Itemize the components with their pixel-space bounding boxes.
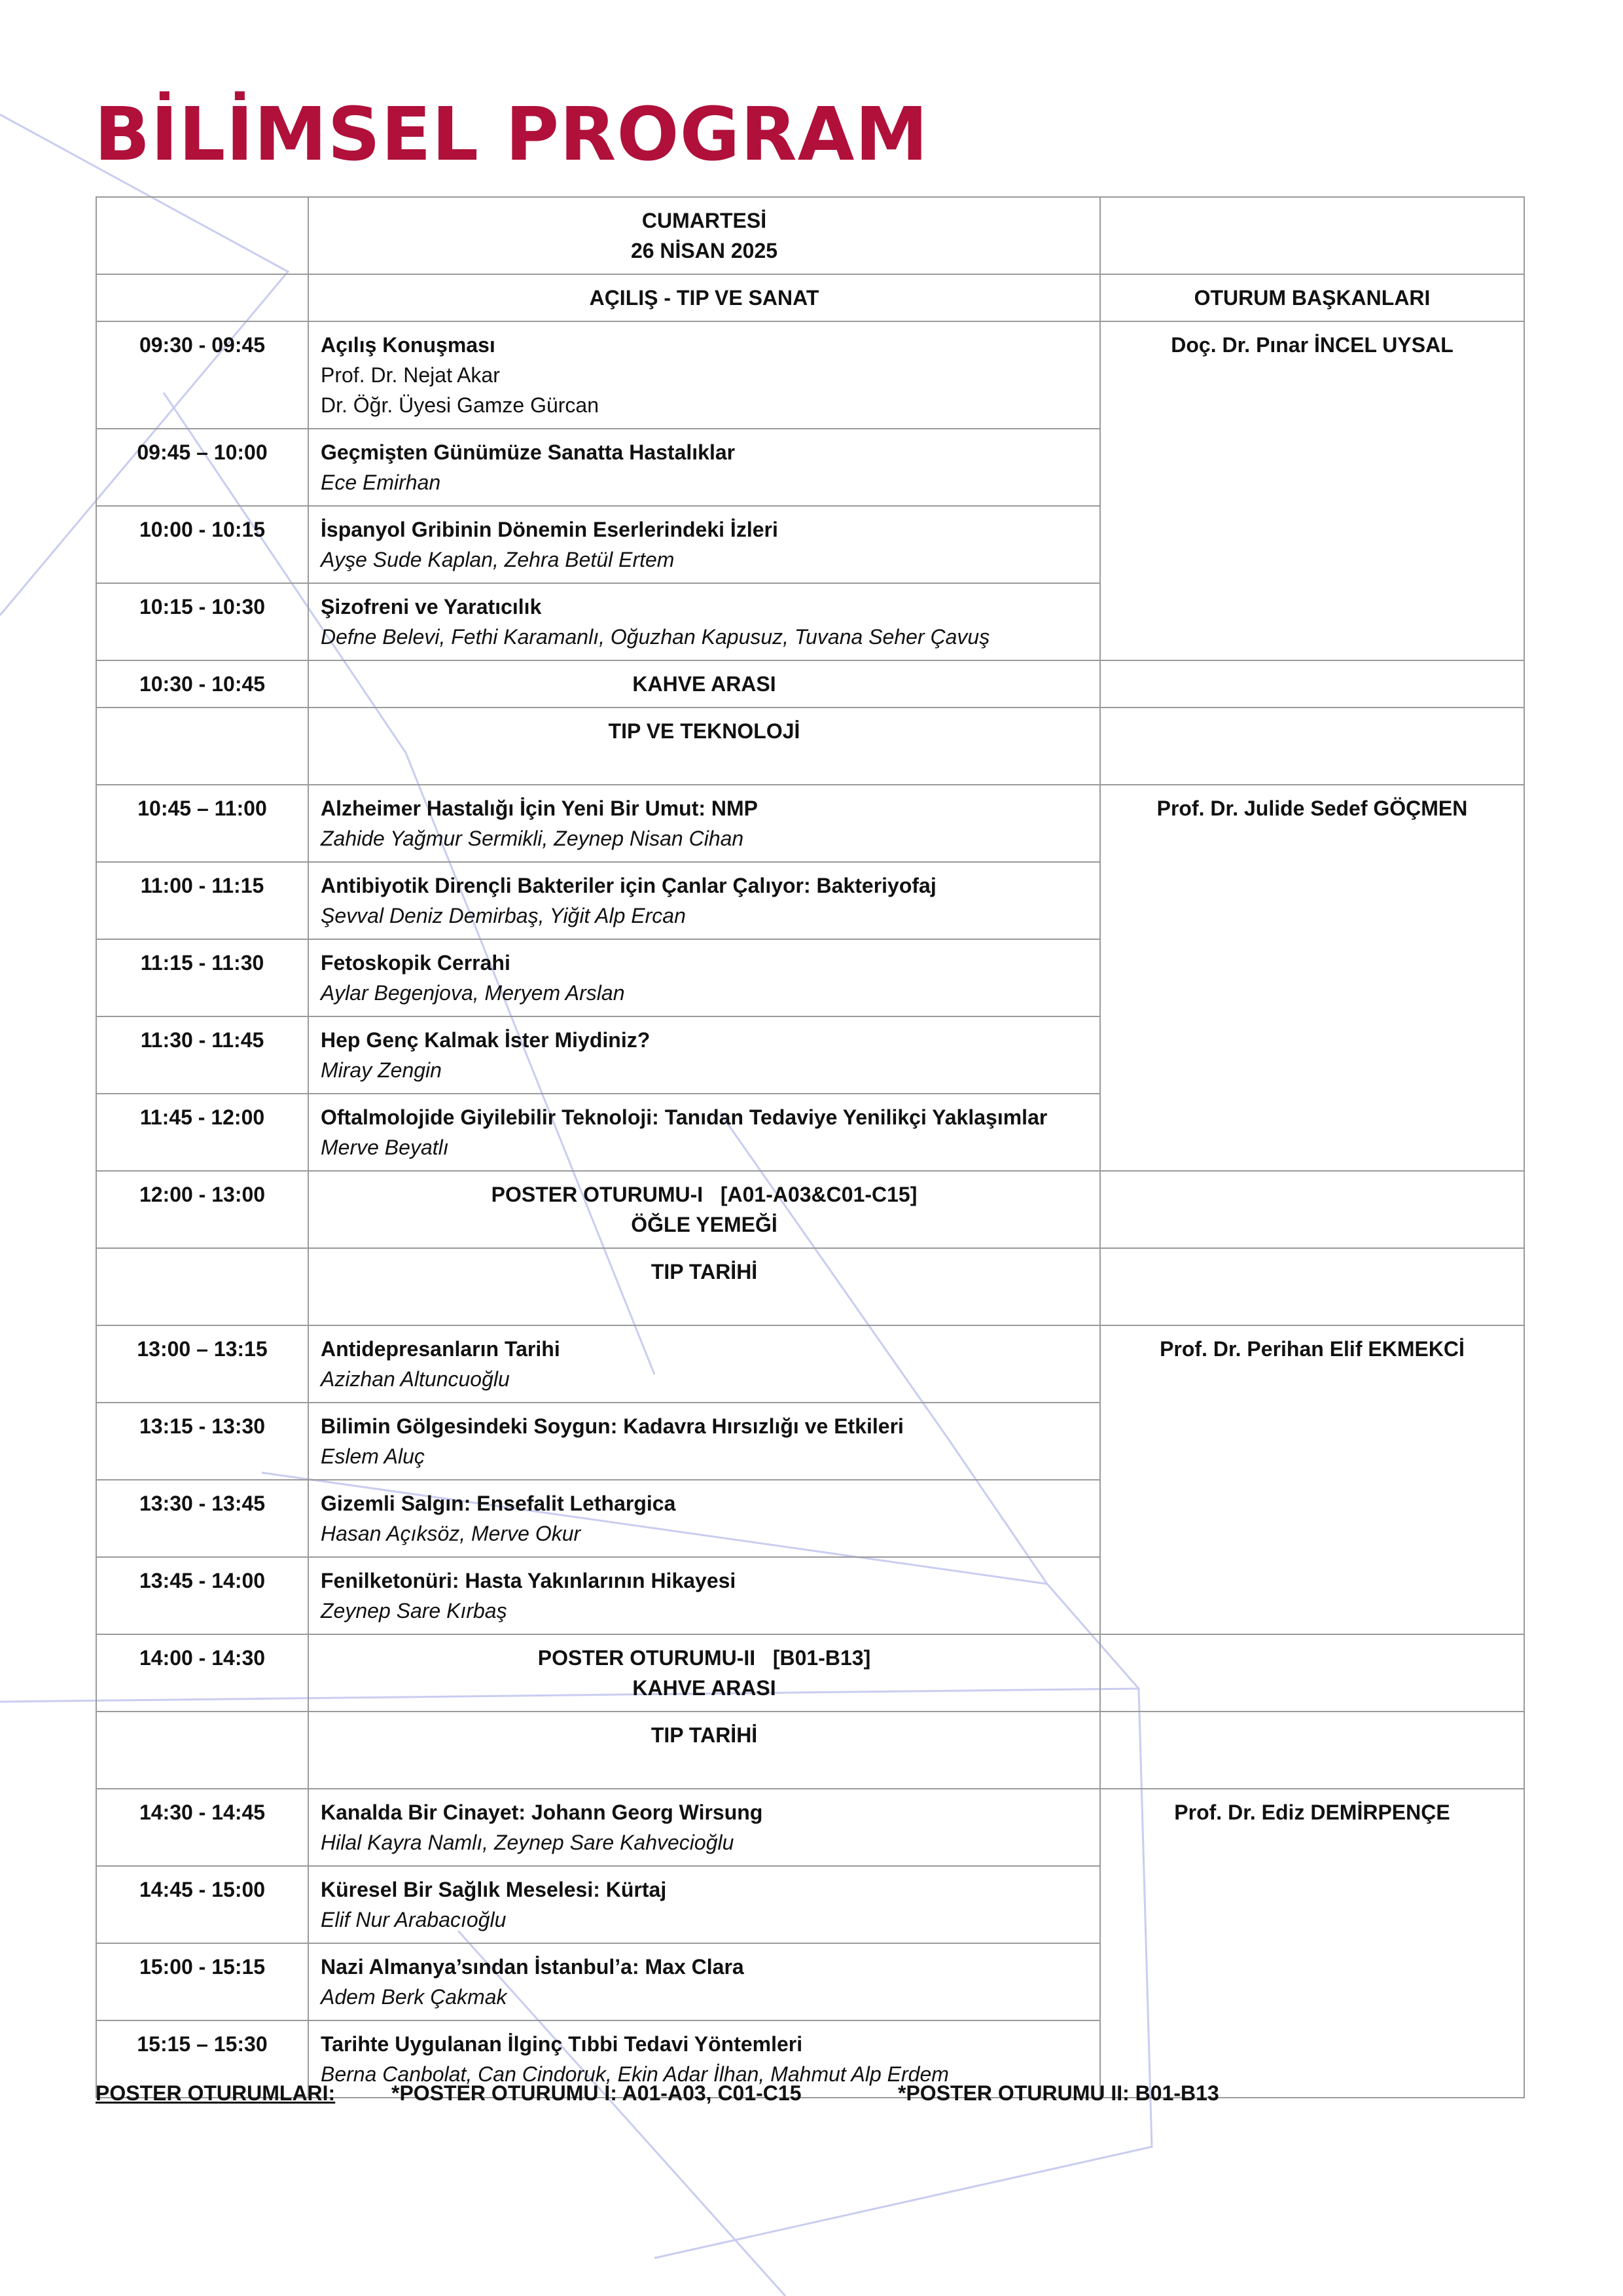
- break-chair-empty-cell: [1100, 660, 1524, 708]
- talk-title: Geçmişten Günümüze Sanatta Hastalıklar: [321, 440, 736, 464]
- talk-cell: [308, 429, 1100, 506]
- talk-title: Nazi Almanya’sından İstanbul’a: Max Clara: [321, 1955, 744, 1979]
- talk-cell: [308, 862, 1100, 939]
- talk-title: Şizofreni ve Yaratıcılık: [321, 595, 542, 619]
- session-time-empty-cell: [96, 1712, 308, 1789]
- talk-time: 15:00 - 15:15: [96, 1943, 308, 2020]
- talk-speakers: Adem Berk Çakmak: [321, 1985, 507, 2009]
- talk-time: 09:30 - 09:45: [96, 321, 308, 429]
- session-time-empty-cell: [96, 708, 308, 785]
- talk-cell: [308, 506, 1100, 583]
- talk-time: 13:45 - 14:00: [96, 1557, 308, 1634]
- session-row: [96, 1248, 1524, 1325]
- talk-speakers: Miray Zengin: [321, 1058, 442, 1082]
- program-table: [96, 196, 1525, 2098]
- poster-sessions-label: POSTER OTURUMLARI:: [96, 2081, 336, 2105]
- talk-title: Fetoskopik Cerrahi: [321, 951, 510, 975]
- talk-speakers: Hilal Kayra Namlı, Zeynep Sare Kahvecioğlu: [321, 1831, 734, 1854]
- session-chair: Prof. Dr. Julide Sedef GÖÇMEN: [1100, 785, 1524, 1171]
- talk-speakers: Prof. Dr. Nejat Akar: [321, 363, 500, 387]
- chairs-column-label: OTURUM BAŞKANLARI: [1100, 274, 1524, 321]
- talk-cell: [308, 1789, 1100, 1866]
- talk-speakers: Azizhan Altuncuoğlu: [321, 1367, 510, 1391]
- talk-title: İspanyol Gribinin Dönemin Eserlerindeki İzleri: [321, 518, 778, 541]
- talk-title: Hep Genç Kalmak İster Miydiniz?: [321, 1028, 651, 1052]
- talk-speakers: Elif Nur Arabacıoğlu: [321, 1908, 507, 1931]
- break-label: POSTER OTURUMU-II [B01-B13]: [537, 1646, 871, 1670]
- talk-title: Fenilketonüri: Hasta Yakınlarının Hikayesi: [321, 1569, 736, 1592]
- talk-title: Bilimin Gölgesindeki Soygun: Kadavra Hırsızlığı ve Etkileri: [321, 1414, 904, 1438]
- session-chair: Prof. Dr. Ediz DEMİRPENÇE: [1100, 1789, 1524, 2098]
- break-time: 10:30 - 10:45: [96, 660, 308, 708]
- talk-speakers: Zeynep Sare Kırbaş: [321, 1599, 507, 1623]
- break-label: KAHVE ARASI: [632, 672, 776, 696]
- break-label: POSTER OTURUMU-I [A01-A03&C01-C15]: [491, 1183, 918, 1206]
- poster-session-1-note: *POSTER OTURUMU I: A01-A03, C01-C15: [391, 2081, 802, 2105]
- talk-cell: [308, 1016, 1100, 1094]
- talk-title: Antidepresanların Tarihi: [321, 1337, 560, 1361]
- talk-time: 11:30 - 11:45: [96, 1016, 308, 1094]
- header-empty-cell: [96, 197, 308, 274]
- talk-row: [96, 1325, 1524, 1403]
- session-title: TIP TARİHİ: [308, 1248, 1100, 1325]
- session-chair: Prof. Dr. Perihan Elif EKMEKCİ: [1100, 1325, 1524, 1634]
- session-chair-empty-cell: [1100, 1712, 1524, 1789]
- talk-title: Küresel Bir Sağlık Meselesi: Kürtaj: [321, 1878, 667, 1901]
- talk-speakers: Berna Canbolat, Can Cindoruk, Ekin Adar İlhan, Mahmut Alp Erdem: [321, 2062, 949, 2086]
- talk-title: Oftalmolojide Giyilebilir Teknoloji: Tanıdan Tedaviye Yenilikçi Yaklaşımlar: [321, 1105, 1048, 1129]
- talk-row: [96, 1789, 1524, 1866]
- talk-cell: [308, 939, 1100, 1016]
- session-row: [96, 708, 1524, 785]
- talk-cell: [308, 583, 1100, 660]
- talk-cell: [308, 1480, 1100, 1557]
- break-chair-empty-cell: [1100, 1634, 1524, 1712]
- talk-time: 11:45 - 12:00: [96, 1094, 308, 1171]
- session-title: TIP TARİHİ: [308, 1712, 1100, 1789]
- session-title: AÇILIŞ - TIP VE SANAT: [308, 274, 1100, 321]
- session-chair-empty-cell: [1100, 1248, 1524, 1325]
- talk-speakers: Merve Beyatlı: [321, 1136, 449, 1159]
- talk-cell: [308, 1557, 1100, 1634]
- talk-time: 13:30 - 13:45: [96, 1480, 308, 1557]
- talk-speakers: Ece Emirhan: [321, 471, 441, 494]
- session-row: [96, 1712, 1524, 1789]
- break-chair-empty-cell: [1100, 1171, 1524, 1248]
- talk-title: Antibiyotik Dirençli Bakteriler için Çanlar Çalıyor: Bakteriyofaj: [321, 874, 936, 897]
- talk-speakers: Ayşe Sude Kaplan, Zehra Betül Ertem: [321, 548, 675, 571]
- talk-speakers: Şevval Deniz Demirbaş, Yiğit Alp Ercan: [321, 904, 686, 927]
- break-cell: [308, 1634, 1100, 1712]
- poster-sessions-footer: [96, 2081, 1524, 2111]
- talk-cell: [308, 1866, 1100, 1943]
- talk-speakers: Dr. Öğr. Üyesi Gamze Gürcan: [321, 393, 599, 417]
- talk-speakers: Defne Belevi, Fethi Karamanlı, Oğuzhan Kapusuz, Tuvana Seher Çavuş: [321, 625, 990, 649]
- break-cell: [308, 660, 1100, 708]
- talk-time: 09:45 – 10:00: [96, 429, 308, 506]
- header-row: [96, 197, 1524, 274]
- session-row: [96, 274, 1524, 321]
- session-chair-empty-cell: [1100, 708, 1524, 785]
- session-title: TIP VE TEKNOLOJİ: [308, 708, 1100, 785]
- talk-cell: [308, 785, 1100, 862]
- talk-cell: [308, 1094, 1100, 1171]
- day-label: CUMARTESİ: [641, 209, 767, 232]
- talk-time: 10:00 - 10:15: [96, 506, 308, 583]
- talk-title: Kanalda Bir Cinayet: Johann Georg Wirsung: [321, 1801, 763, 1824]
- talk-time: 13:00 – 13:15: [96, 1325, 308, 1403]
- header-chair-empty-cell: [1100, 197, 1524, 274]
- talk-speakers: Eslem Aluç: [321, 1444, 425, 1468]
- break-row: [96, 1171, 1524, 1248]
- talk-time: 14:45 - 15:00: [96, 1866, 308, 1943]
- session-chair: Doç. Dr. Pınar İNCEL UYSAL: [1100, 321, 1524, 660]
- talk-cell: [308, 1943, 1100, 2020]
- talk-speakers: Zahide Yağmur Sermikli, Zeynep Nisan Cihan: [321, 827, 744, 850]
- talk-time: 10:45 – 11:00: [96, 785, 308, 862]
- talk-row: [96, 785, 1524, 862]
- talk-cell: [308, 1325, 1100, 1403]
- talk-speakers: Hasan Açıksöz, Merve Okur: [321, 1522, 581, 1545]
- talk-title: Gizemli Salgın: Ensefalit Lethargica: [321, 1492, 676, 1515]
- talk-cell: [308, 321, 1100, 429]
- poster-session-2-note: *POSTER OTURUMU II: B01-B13: [898, 2081, 1219, 2105]
- break-label: KAHVE ARASI: [632, 1676, 776, 1700]
- break-label: ÖĞLE YEMEĞİ: [631, 1213, 777, 1236]
- date-label: 26 NİSAN 2025: [630, 239, 778, 262]
- talk-title: Alzheimer Hastalığı İçin Yeni Bir Umut: NMP: [321, 797, 758, 820]
- talk-speakers: Aylar Begenjova, Meryem Arslan: [321, 981, 625, 1005]
- header-date-cell: [308, 197, 1100, 274]
- talk-row: [96, 321, 1524, 429]
- break-row: [96, 1634, 1524, 1712]
- break-time: 12:00 - 13:00: [96, 1171, 308, 1248]
- talk-time: 11:00 - 11:15: [96, 862, 308, 939]
- talk-title: Tarihte Uygulanan İlginç Tıbbi Tedavi Yöntemleri: [321, 2032, 803, 2056]
- break-cell: [308, 1171, 1100, 1248]
- talk-time: 15:15 – 15:30: [96, 2020, 308, 2098]
- page-title: BİLİMSEL PROGRAM: [94, 92, 929, 177]
- talk-cell: [308, 1403, 1100, 1480]
- talk-time: 14:30 - 14:45: [96, 1789, 308, 1866]
- session-time-empty-cell: [96, 274, 308, 321]
- talk-time: 10:15 - 10:30: [96, 583, 308, 660]
- break-row: [96, 660, 1524, 708]
- break-time: 14:00 - 14:30: [96, 1634, 308, 1712]
- talk-time: 13:15 - 13:30: [96, 1403, 308, 1480]
- talk-time: 11:15 - 11:30: [96, 939, 308, 1016]
- session-time-empty-cell: [96, 1248, 308, 1325]
- talk-title: Açılış Konuşması: [321, 333, 495, 357]
